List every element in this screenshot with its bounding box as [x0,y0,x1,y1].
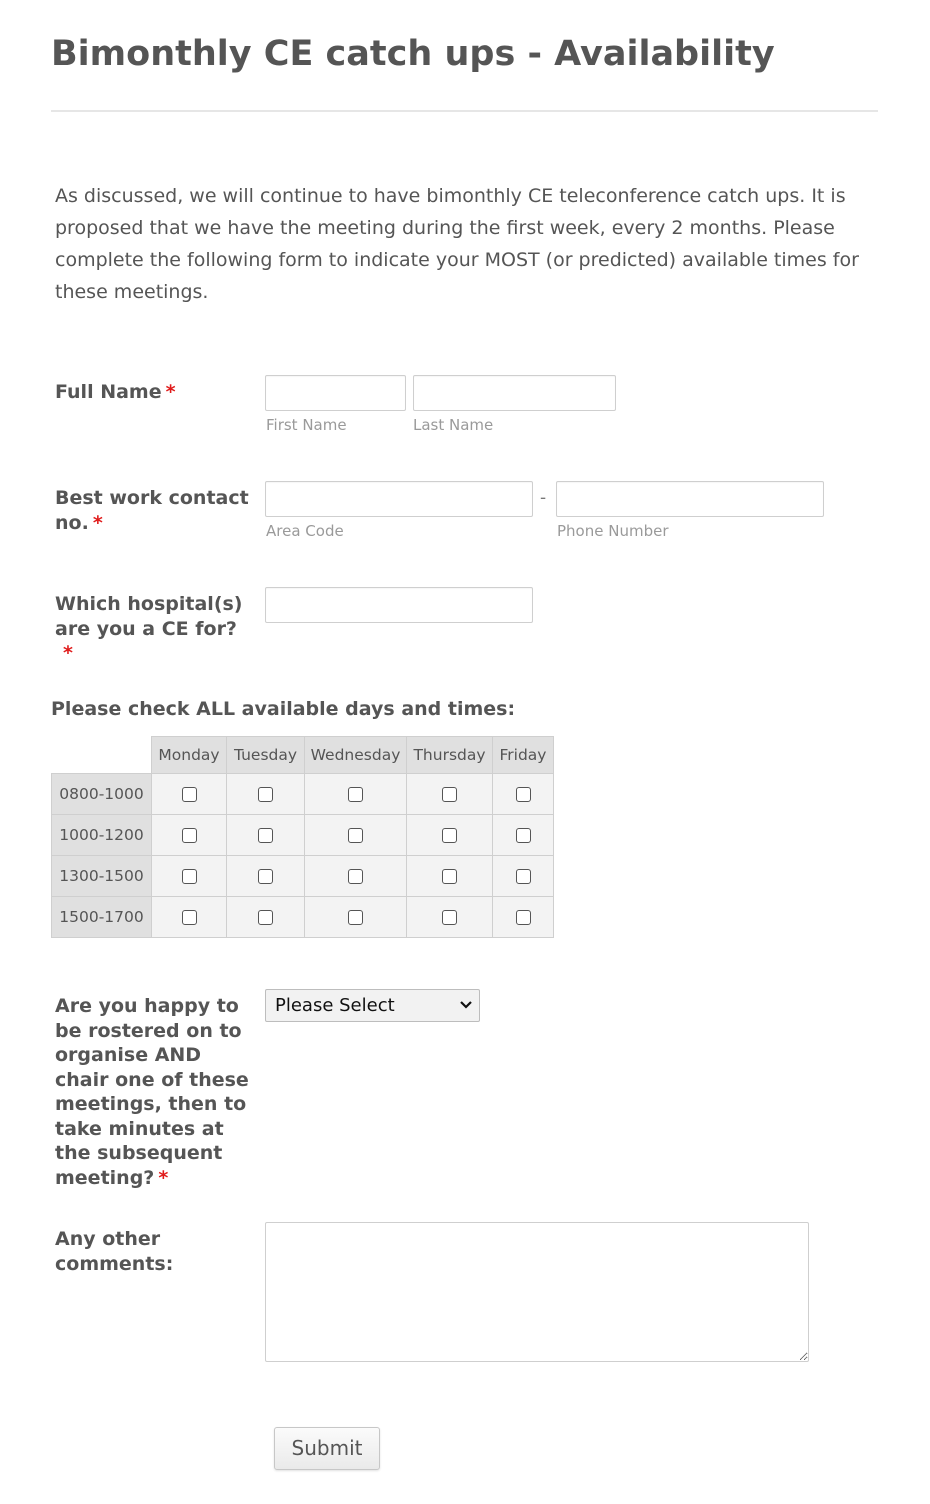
phone-label-text: Best work contact no. [55,487,249,534]
required-mark: * [158,1166,169,1189]
title-divider [51,110,878,112]
availability-checkbox[interactable] [348,828,363,843]
grid-day-header: Monday [152,737,227,774]
grid-day-header: Tuesday [227,737,305,774]
comments-label: Any other comments: [55,1228,174,1275]
required-mark: * [92,511,103,534]
availability-checkbox[interactable] [442,828,457,843]
area-code-input[interactable] [265,481,533,517]
grid-cell [152,897,227,938]
phone-separator: - [540,488,547,508]
grid-cell [227,897,305,938]
availability-checkbox[interactable] [182,869,197,884]
page-title: Bimonthly CE catch ups - Availability [51,34,775,74]
phone-label [55,486,265,535]
first-name-input[interactable] [265,375,406,411]
grid-day-header: Wednesday [305,737,407,774]
roster-select-value: Please Select [275,995,395,1016]
grid-cell [227,856,305,897]
availability-checkbox[interactable] [258,869,273,884]
grid-cell [493,856,554,897]
availability-checkbox[interactable] [258,910,273,925]
grid-cell [493,815,554,856]
availability-checkbox[interactable] [516,787,531,802]
last-name-input[interactable] [413,375,616,411]
grid-time-header: 1300-1500 [52,856,152,897]
grid-cell [152,815,227,856]
availability-checkbox[interactable] [182,828,197,843]
grid-corner [52,737,152,774]
comments-textarea[interactable] [265,1222,809,1362]
first-name-sublabel: First Name [266,416,347,434]
roster-label-text: Are you happy to be rostered on to organise AND chair one of these meetings, then to take minutes at the subsequent meeting? [55,995,249,1189]
hospital-label [55,592,265,666]
grid-cell [407,815,493,856]
submit-button[interactable]: Submit [274,1427,380,1470]
full-name-label-text: Full Name [55,381,162,403]
availability-checkbox[interactable] [348,787,363,802]
grid-day-header: Friday [493,737,554,774]
grid-cell [152,856,227,897]
last-name-sublabel: Last Name [413,416,494,434]
grid-cell [407,897,493,938]
grid-cell [493,774,554,815]
grid-cell [152,774,227,815]
grid-cell [227,774,305,815]
grid-cell [493,897,554,938]
availability-checkbox[interactable] [442,787,457,802]
availability-checkbox[interactable] [442,910,457,925]
grid-time-header: 1500-1700 [52,897,152,938]
availability-checkbox[interactable] [182,910,197,925]
availability-checkbox[interactable] [442,869,457,884]
availability-label: Please check ALL available days and times: [51,698,516,720]
required-mark: * [165,381,176,403]
phone-number-sublabel: Phone Number [557,522,669,540]
roster-select[interactable] [265,989,480,1022]
form-description: As discussed, we will continue to have bimonthly CE teleconference catch ups. It is proposed that we have the meeting during the first week, every 2 months. Please complete the following form to indicate your MOST (or predicted) available times for these meetings. [55,185,859,303]
grid-time-header: 0800-1000 [52,774,152,815]
grid-day-header: Thursday [407,737,493,774]
full-name-label [55,380,255,405]
availability-checkbox[interactable] [516,828,531,843]
availability-checkbox[interactable] [348,910,363,925]
grid-time-header: 1000-1200 [52,815,152,856]
grid-cell [305,774,407,815]
hospital-label-text: Which hospital(s) are you a CE for? [55,593,243,640]
required-mark: * [63,642,73,664]
roster-label [55,994,260,1190]
grid-cell [407,856,493,897]
availability-checkbox[interactable] [182,787,197,802]
grid-cell [227,815,305,856]
availability-checkbox[interactable] [516,910,531,925]
area-code-sublabel: Area Code [266,522,344,540]
availability-checkbox[interactable] [258,787,273,802]
grid-cell [407,774,493,815]
grid-cell [305,815,407,856]
phone-number-input[interactable] [556,481,824,517]
availability-grid [51,736,554,938]
chevron-down-icon [459,990,473,1033]
grid-cell [305,856,407,897]
hospital-input[interactable] [265,587,533,623]
availability-checkbox[interactable] [348,869,363,884]
availability-checkbox[interactable] [258,828,273,843]
grid-cell [305,897,407,938]
availability-checkbox[interactable] [516,869,531,884]
